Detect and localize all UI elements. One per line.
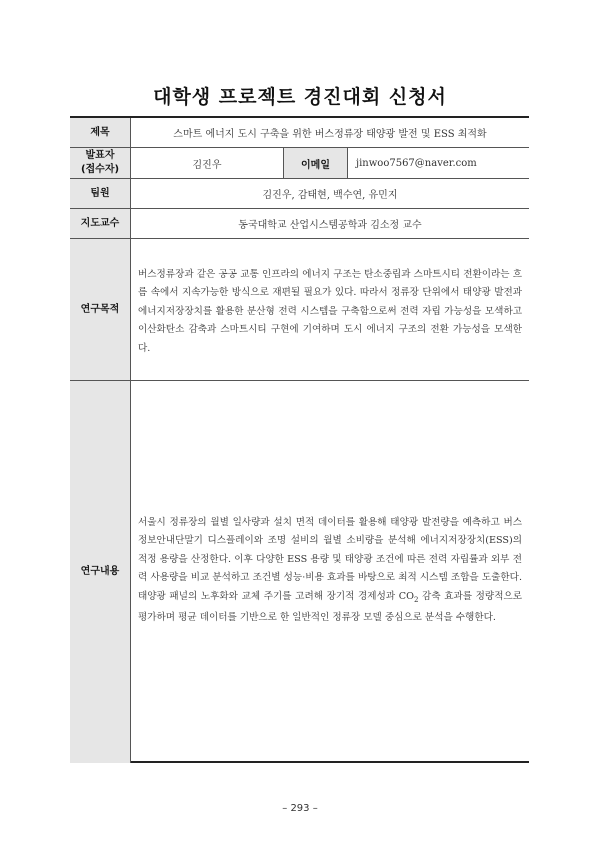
value-project-title: 스마트 에너지 도시 구축을 위한 버스정류장 태양광 발전 및 ESS 최적화 [173, 129, 487, 140]
row-purpose [70, 239, 529, 381]
value-advisor: 동국대학교 산업시스템공학과 김소정 교수 [238, 220, 422, 231]
page-number: – 293 – [282, 803, 318, 814]
label-email: 이메일 [283, 148, 348, 178]
label-presenter [70, 148, 131, 178]
row-advisor [70, 209, 529, 239]
label-advisor: 지도교수 [70, 209, 131, 238]
value-presenter: 김진우 [192, 159, 222, 171]
form-title: 대학생 프로젝트 경진대회 신청서 [153, 86, 447, 108]
row-team [70, 179, 529, 209]
content-text [138, 514, 522, 627]
label-project-title: 제목 [70, 118, 131, 147]
row-presenter [70, 148, 529, 179]
label-content: 연구내용 [70, 381, 131, 763]
label-purpose: 연구목적 [70, 239, 131, 380]
purpose-text: 버스정류장과 같은 공공 교통 인프라의 에너지 구조는 탄소중립과 스마트시티 전환이라는 흐름 속에서 지속가능한 방식으로 재편될 필요가 있다. 따라서 정류장 단위에서 태양광 발전과 에너지저장장치를 활용한 분산형 전력 시스템을 구축함으로써 전력 자립 가능성을 모색하고 이산화탄소 감축과 스마트시티 구현에 기여하며 도시 에너지 구조의 전환 가능성을 모색한다. [138, 269, 522, 354]
label-presenter-line1: 발표자 [85, 150, 115, 161]
row-content [70, 381, 529, 763]
content-text-rest: 감축 효과를 정량적으로 평가하며 평균 데이터를 기반으로 한 일반적인 정류장 모델 중심으로 분석을 수행한다. [138, 590, 522, 623]
co2-subscript: 2 [413, 595, 419, 604]
label-team: 팀원 [70, 179, 131, 208]
row-project-title [70, 118, 529, 148]
content-text-main: 서울시 정류장의 월별 일사량과 설치 면적 데이터를 활용해 태양광 발전량을 예측하고 버스정보안내단말기 디스플레이와 조명 설비의 월별 소비량을 분석해 에너지저장장치(ESS)의 적정 용량을 산정한다. 이후 다양한 ESS 용량 및 태양광 조건에 따른 전력 자립률과 외부 전력 사용량을 비교 분석하고 조건별 성능·비용 효과를 바탕으로 최적 시스템 조합을 도출한다. 태양광 패널의 노후화와 교체 주기를 고려해 장기적 경제성과 CO [138, 517, 522, 602]
label-presenter-line2: (접수자) [80, 164, 120, 175]
value-team: 김진우, 감태현, 백수연, 유민지 [262, 190, 398, 201]
value-email: jinwoo7567@naver.com [356, 157, 477, 169]
application-form-table [70, 116, 529, 763]
